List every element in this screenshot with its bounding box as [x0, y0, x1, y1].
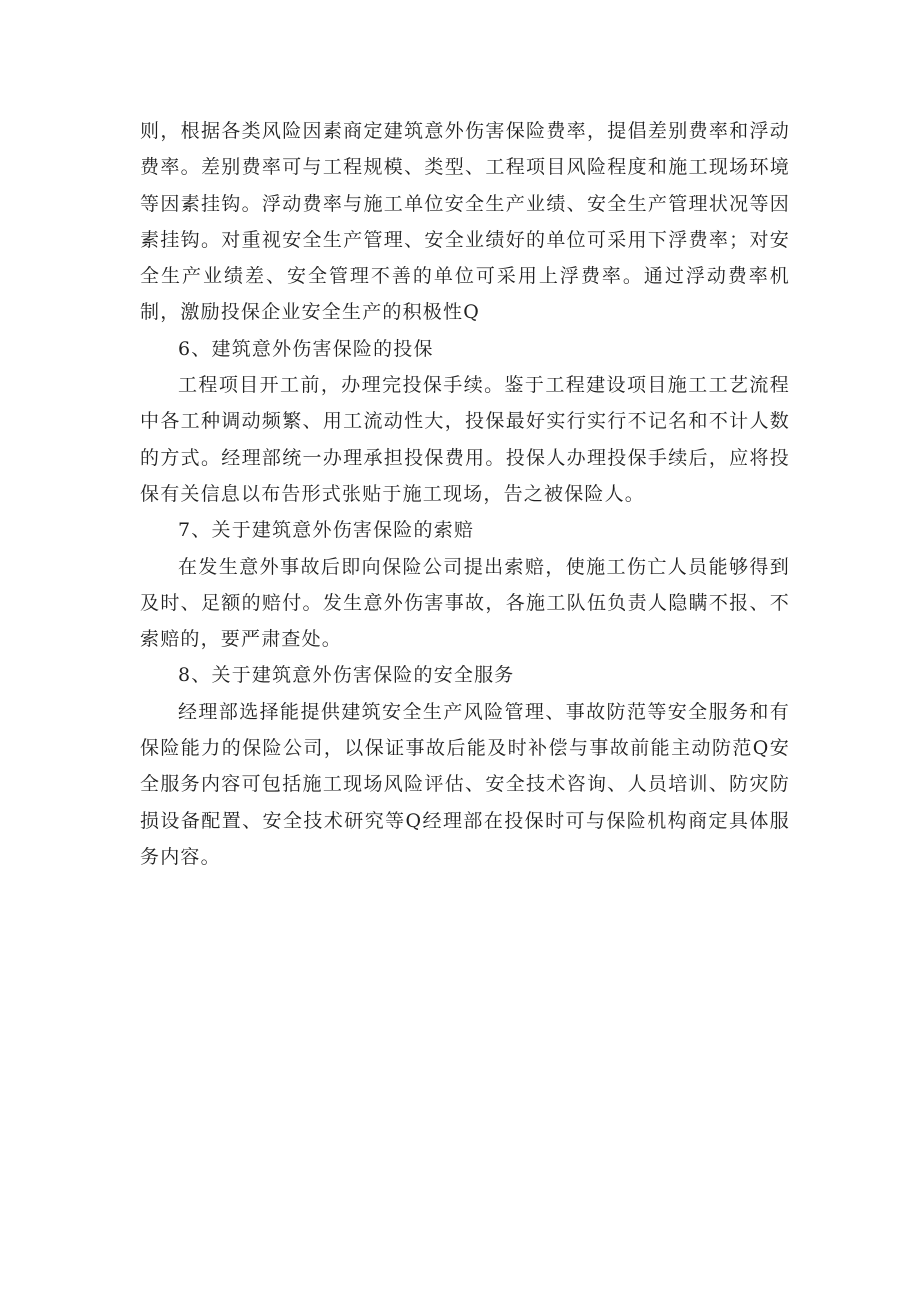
section-heading-8: 8、关于建筑意外伤害保险的安全服务 [178, 664, 515, 687]
section-heading-7: 7、关于建筑意外伤害保险的索赔 [178, 519, 475, 542]
document-body [140, 113, 790, 875]
paragraph-claims: 在发生意外事故后即向保险公司提出索赔，使施工伤亡人员能够得到及时、足额的赔付。发生意外伤害事故，各施工队伍负责人隐瞒不报、不索赔的，要严肃查处。 [140, 555, 790, 651]
paragraph-safety-service: 经理部选择能提供建筑安全生产风险管理、事故防范等安全服务和有保险能力的保险公司，以保证事故后能及时补偿与事故前能主动防范Q安全服务内容可包括施工现场风险评估、安全技术咨询、人员培训、防灾防损设备配置、安全技术研究等Q经理部在投保时可与保险机构商定具体服务内容。 [140, 700, 790, 868]
paragraph-insurance-enrollment: 工程项目开工前，办理完投保手续。鉴于工程建设项目施工工艺流程中各工种调动频繁、用工流动性大，投保最好实行实行不记名和不计人数的方式。经理部统一办理承担投保费用。投保人办理投保手续后，应将投保有关信息以布告形式张贴于施工现场，告之被保险人。 [140, 374, 790, 505]
paragraph-rate-continuation: 则，根据各类风险因素商定建筑意外伤害保险费率，提倡差别费率和浮动费率。差别费率可与工程规模、类型、工程项目风险程度和施工现场环境等因素挂钩。浮动费率与施工单位安全生产业绩、安全生产管理状况等因素挂钩。对重视安全生产管理、安全业绩好的单位可采用下浮费率；对安全生产业绩差、安全管理不善的单位可采用上浮费率。通过浮动费率机制，激励投保企业安全生产的积极性Q [140, 120, 790, 324]
section-heading-6: 6、建筑意外伤害保险的投保 [178, 337, 434, 360]
